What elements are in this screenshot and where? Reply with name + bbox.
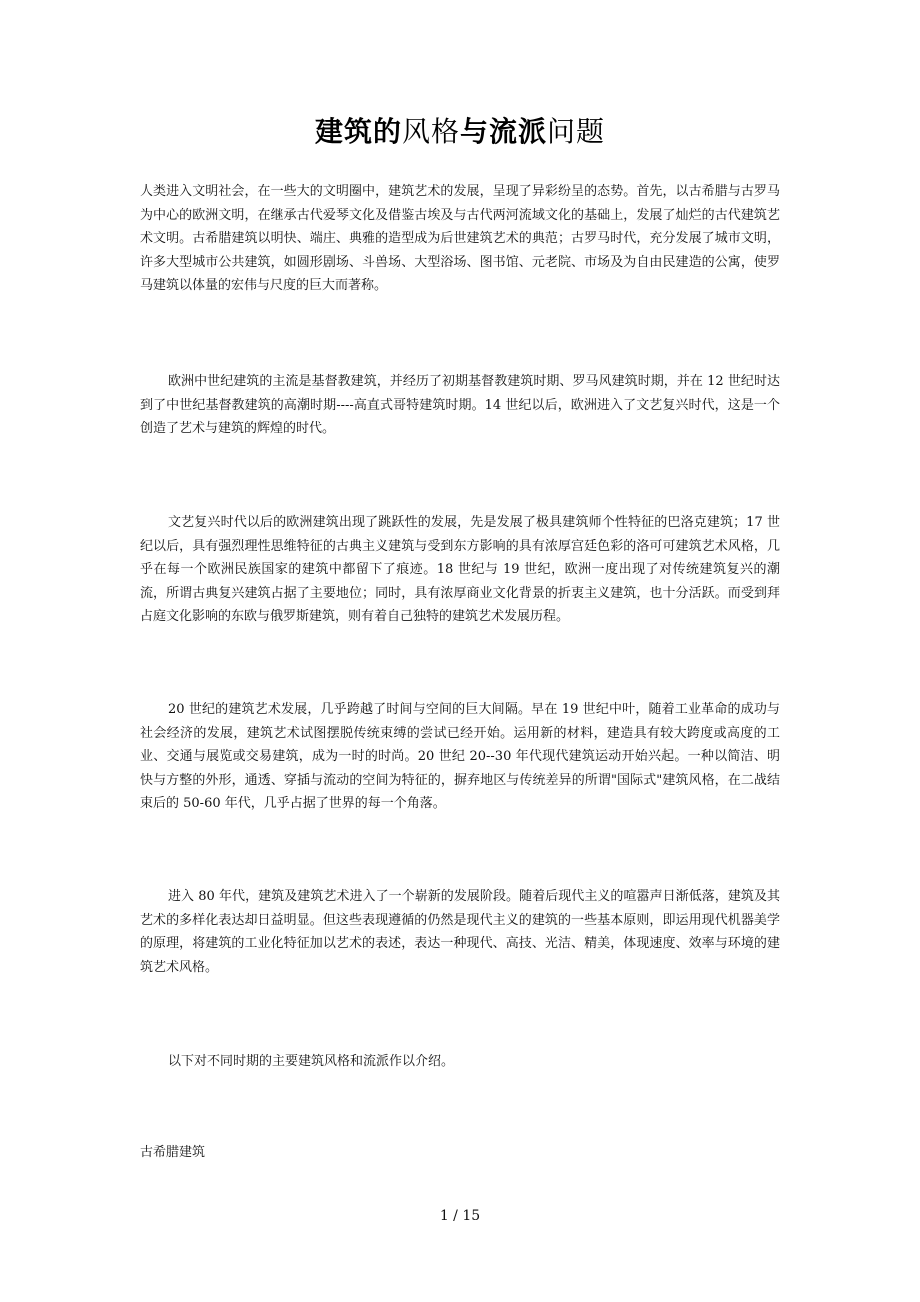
paragraph-2: 欧洲中世纪建筑的主流是基督教建筑，并经历了初期基督教建筑时期、罗马风建筑时期，并在 12 世纪时达到了中世纪基督教建筑的高潮时期----高直式哥特建筑时期。14 世纪以后，欧洲进入了文艺复兴时代，这是一个创造了艺术与建筑的辉煌的时代。 [140, 374, 780, 436]
title-part-3: 与流派 [460, 115, 548, 148]
paragraph-4: 20 世纪的建筑艺术发展，几乎跨越了时间与空间的巨大间隔。早在 19 世纪中叶，随着工业革命的成功与社会经济的发展，建筑艺术试图摆脱传统束缚的尝试已经开始。运用新的材料，建造具有较大跨度或高度的工业、交通与展览或交易建筑，成为一时的时尚。20 世纪 20--30 年代现代建筑运动开始兴起。一种以简洁、明快与方整的外形，通透、穿插与流动的空间为特征的，摒弃地区与传统差异的所谓"国际式"建筑风格，在二战结束后的 50-60 年代，几乎占据了世界的每一个角落。 [140, 702, 780, 811]
paragraph-5: 进入 80 年代，建筑及建筑艺术进入了一个崭新的发展阶段。随着后现代主义的喧嚣声日渐低落，建筑及其艺术的多样化表达却日益明显。但这些表现遵循的仍然是现代主义的建筑的一些基本原则，即运用现代机器美学的原理，将建筑的工业化特征加以艺术的表述，表达一种现代、高技、光洁、精美，体现速度、效率与环境的建筑艺术风格。 [140, 889, 780, 975]
paragraph-1: 人类进入文明社会，在一些大的文明圈中，建筑艺术的发展，呈现了异彩纷呈的态势。首先，以古希腊与古罗马为中心的欧洲文明，在继承古代爱琴文化及借鉴古埃及与古代两河流域文化的基础上，发展了灿烂的古代建筑艺术文明。古希腊建筑以明快、端庄、典雅的造型成为后世建筑艺术的典范；古罗马时代，充分发展了城市文明，许多大型城市公共建筑，如圆形剧场、斗兽场、大型浴场、图书馆、元老院、市场及为自由民建造的公寓，使罗马建筑以体量的宏伟与尺度的巨大而著称。 [140, 184, 780, 293]
paragraph-6: 以下对不同时期的主要建筑风格和流派作以介绍。 [168, 1054, 455, 1069]
page-number: 1 / 15 [439, 1208, 481, 1224]
section-heading: 古希腊建筑 [140, 1145, 206, 1160]
page-title [0, 112, 920, 152]
title-part-2: 风格 [401, 115, 460, 148]
title-part-4: 问题 [547, 115, 606, 148]
paragraph-3: 文艺复兴时代以后的欧洲建筑出现了跳跃性的发展，先是发展了极具建筑师个性特征的巴洛克建筑；17 世纪以后，具有强烈理性思维特征的古典主义建筑与受到东方影响的具有浓厚宫廷色彩的洛可可建筑艺术风格，几乎在每一个欧洲民族国家的建筑中都留下了痕迹。18 世纪与 19 世纪，欧洲一度出现了对传统建筑复兴的潮流，所谓古典复兴建筑占据了主要地位；同时，具有浓厚商业文化背景的折衷主义建筑，也十分活跃。而受到拜占庭文化影响的东欧与俄罗斯建筑，则有着自己独特的建筑艺术发展历程。 [140, 515, 780, 624]
title-part-1: 建筑的 [314, 115, 402, 148]
